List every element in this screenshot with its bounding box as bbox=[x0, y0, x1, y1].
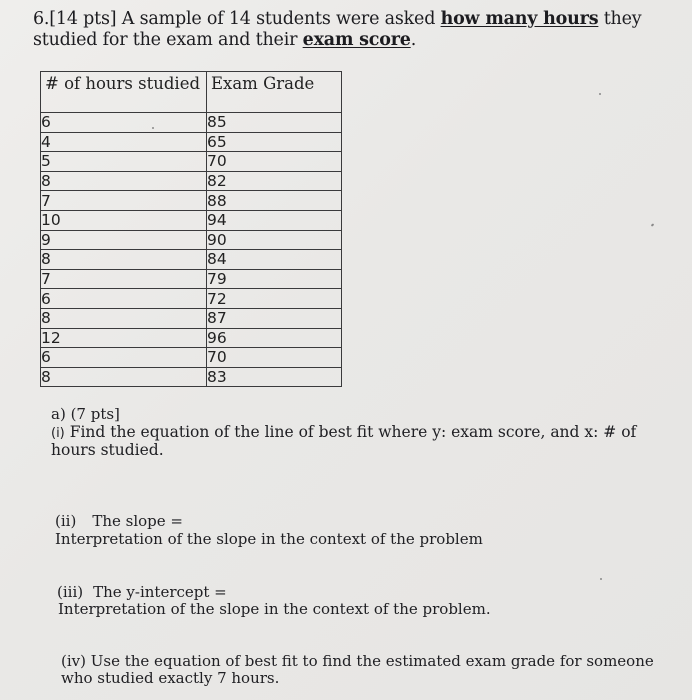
paper-speck bbox=[152, 127, 154, 129]
emphasis-hours: how many hours bbox=[440, 9, 599, 29]
table-row bbox=[41, 348, 342, 368]
part-a-label: a) (7 pts] bbox=[51, 405, 120, 423]
cell-grade: 90 bbox=[207, 230, 342, 250]
cell-hours: 4 bbox=[41, 132, 207, 152]
cell-grade: 96 bbox=[207, 328, 342, 348]
cell-grade: 70 bbox=[207, 152, 342, 172]
question-intro: A sample of 14 students were asked bbox=[116, 9, 441, 29]
cell-hours: 9 bbox=[41, 230, 207, 250]
cell-hours: 6 bbox=[41, 348, 207, 368]
part-iv-question: (iv) Use the equation of best fit to find the estimated exam grade for someone who studied exactly 7 hours. bbox=[61, 652, 654, 687]
cell-grade: 72 bbox=[207, 289, 342, 309]
cell-hours: 8 bbox=[41, 308, 207, 328]
table-row bbox=[41, 191, 342, 211]
header-grade: Exam Grade bbox=[207, 72, 342, 113]
cell-grade: 82 bbox=[207, 171, 342, 191]
cell-grade: 79 bbox=[207, 269, 342, 289]
table-row bbox=[41, 152, 342, 172]
cell-grade: 94 bbox=[207, 210, 342, 230]
cell-grade: 83 bbox=[207, 367, 342, 387]
intercept-label: The y-intercept = bbox=[93, 583, 227, 601]
part-iii-intercept bbox=[57, 584, 227, 601]
slope-label: The slope = bbox=[92, 512, 183, 530]
part-i-question bbox=[51, 424, 651, 459]
table-row bbox=[41, 230, 342, 250]
table-header-row bbox=[41, 72, 342, 113]
cell-hours: 8 bbox=[41, 171, 207, 191]
question-6-prompt bbox=[33, 9, 683, 51]
part-ii-interpretation: Interpretation of the slope in the context of the problem bbox=[55, 530, 483, 548]
table-row bbox=[41, 113, 342, 133]
cell-grade: 87 bbox=[207, 308, 342, 328]
cell-grade: 65 bbox=[207, 132, 342, 152]
cell-grade: 84 bbox=[207, 250, 342, 270]
cell-hours: 7 bbox=[41, 191, 207, 211]
table-row bbox=[41, 308, 342, 328]
table-row bbox=[41, 328, 342, 348]
emphasis-score: exam score bbox=[302, 30, 411, 50]
cell-hours: 6 bbox=[41, 113, 207, 133]
cell-hours: 10 bbox=[41, 210, 207, 230]
table-row bbox=[41, 269, 342, 289]
cell-hours: 8 bbox=[41, 367, 207, 387]
table-body bbox=[41, 113, 342, 387]
table-row bbox=[41, 171, 342, 191]
table-row bbox=[41, 132, 342, 152]
question-points: 6.[14 pts] bbox=[33, 9, 117, 29]
table-row bbox=[41, 367, 342, 387]
cell-hours: 6 bbox=[41, 289, 207, 309]
cell-hours: 8 bbox=[41, 250, 207, 270]
table-row bbox=[41, 250, 342, 270]
cell-hours: 7 bbox=[41, 269, 207, 289]
part-iii-number: (iii) bbox=[57, 583, 84, 601]
paper-speck bbox=[599, 93, 601, 95]
part-i-number: (i) bbox=[51, 426, 65, 441]
cell-grade: 88 bbox=[207, 191, 342, 211]
cell-hours: 5 bbox=[41, 152, 207, 172]
question-mid: they studied for the exam and their bbox=[33, 9, 642, 50]
paper-speck bbox=[600, 578, 602, 580]
part-i-text: Find the equation of the line of best fit where y: exam score, and x: # of hours studied. bbox=[51, 423, 637, 459]
header-hours: # of hours studied bbox=[41, 72, 207, 113]
part-ii-number: (ii) bbox=[55, 512, 77, 530]
table-row bbox=[41, 289, 342, 309]
question-end: . bbox=[410, 30, 417, 50]
paper-speck bbox=[651, 223, 655, 226]
part-iii-interpretation: Interpretation of the slope in the context of the problem. bbox=[58, 600, 491, 618]
cell-grade: 70 bbox=[207, 348, 342, 368]
cell-grade: 85 bbox=[207, 113, 342, 133]
table-row bbox=[41, 210, 342, 230]
hours-grade-table bbox=[40, 71, 342, 387]
cell-hours: 12 bbox=[41, 328, 207, 348]
part-ii-slope bbox=[55, 513, 183, 530]
